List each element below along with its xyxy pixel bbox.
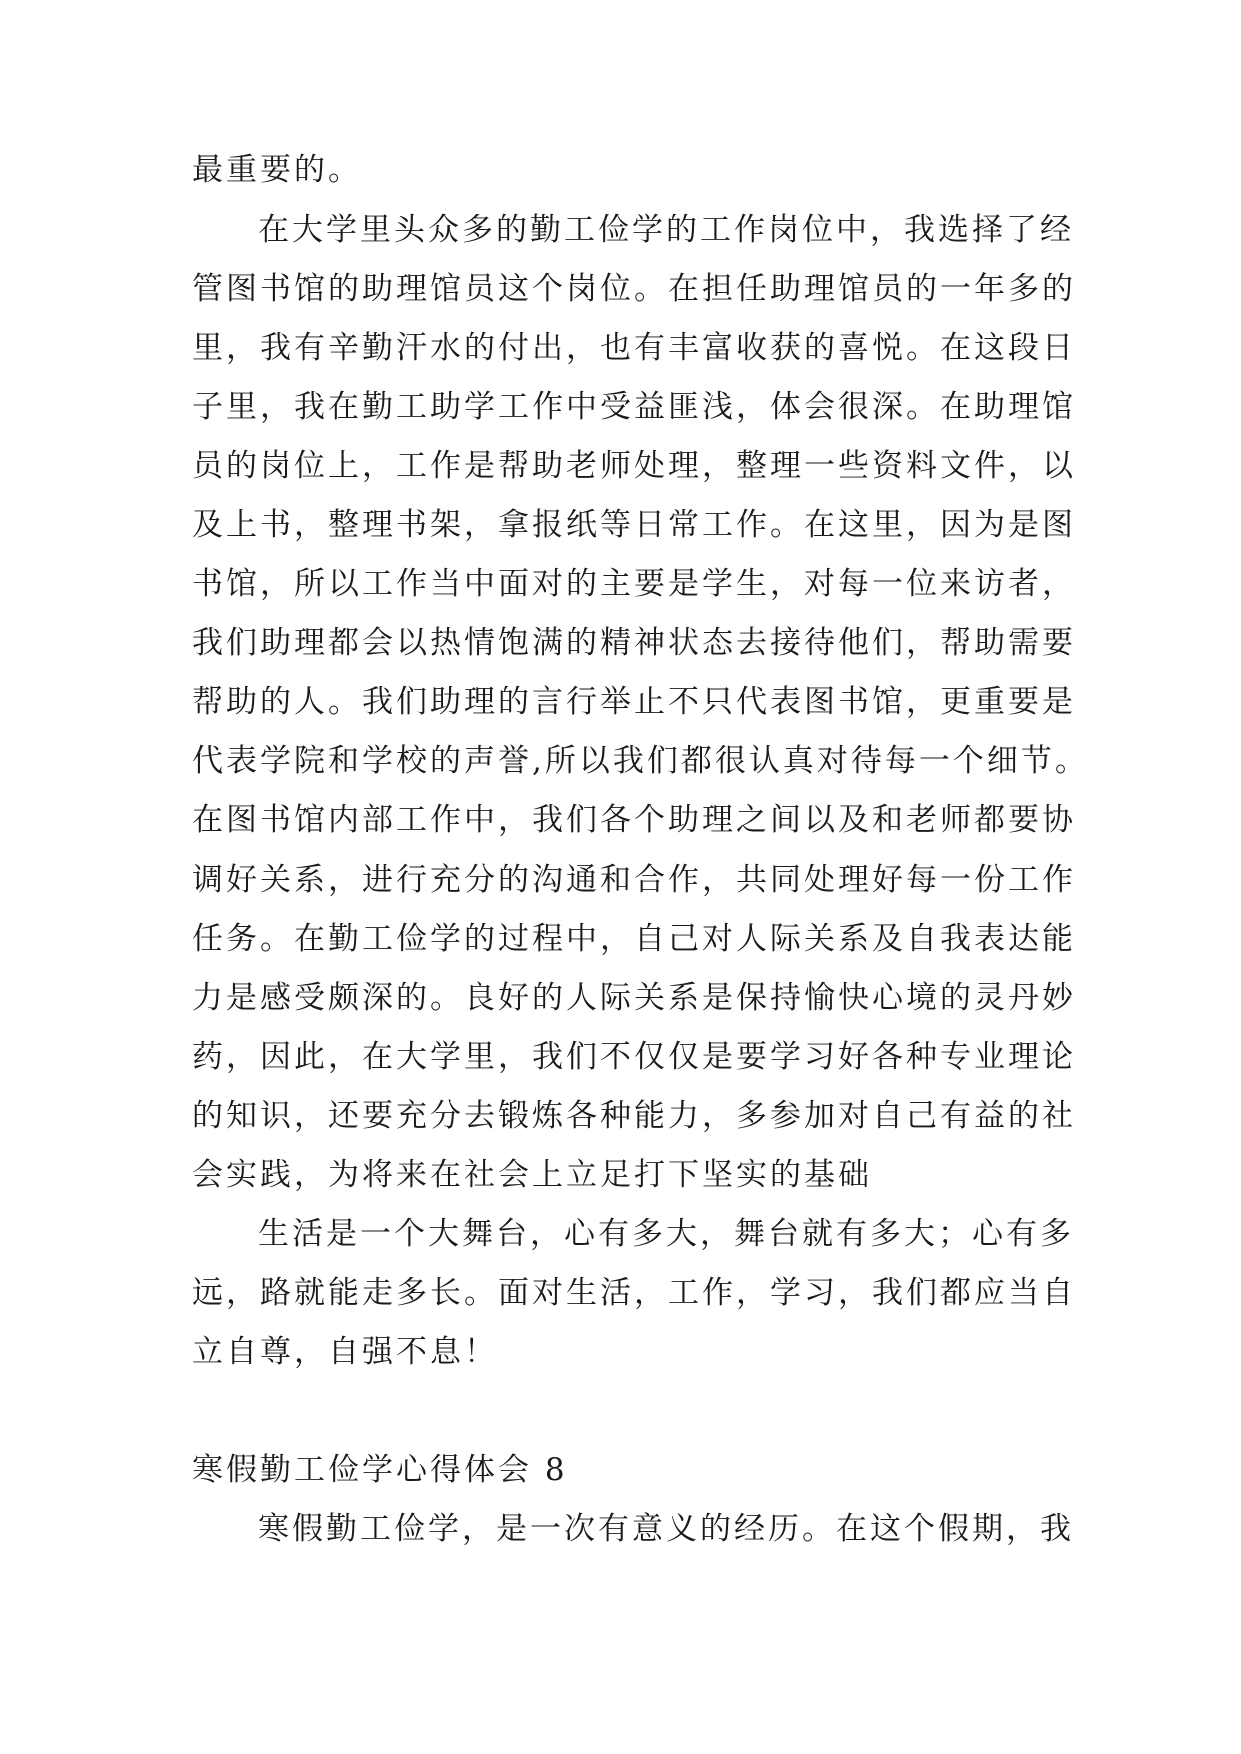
paragraph-line: 最重要的。 — [192, 152, 362, 188]
paragraph-line: 帮助的人。我们助理的言行举止不只代表图书馆，更重要是 — [192, 684, 1076, 720]
paragraph-line: 管图书馆的助理馆员这个岗位。在担任助理馆员的一年多的 — [192, 271, 1076, 307]
paragraph-line: 生活是一个大舞台，心有多大，舞台就有多大；心有多 — [258, 1216, 1074, 1252]
paragraph-line: 远，路就能走多长。面对生活，工作，学习，我们都应当自 — [192, 1275, 1076, 1311]
paragraph-line: 子里，我在勤工助学工作中受益匪浅，体会很深。在助理馆 — [192, 389, 1076, 425]
paragraph-line: 会实践，为将来在社会上立足打下坚实的基础 — [192, 1157, 872, 1193]
paragraph-line: 寒假勤工俭学，是一次有意义的经历。在这个假期，我 — [258, 1511, 1074, 1547]
paragraph-line: 在图书馆内部工作中，我们各个助理之间以及和老师都要协 — [192, 802, 1076, 838]
paragraph-line: 力是感受颇深的。良好的人际关系是保持愉快心境的灵丹妙 — [192, 980, 1076, 1016]
paragraph-line: 书馆，所以工作当中面对的主要是学生，对每一位来访者， — [192, 566, 1076, 602]
paragraph-line: 里，我有辛勤汗水的付出，也有丰富收获的喜悦。在这段日 — [192, 330, 1076, 366]
paragraph-line: 在大学里头众多的勤工俭学的工作岗位中，我选择了经 — [258, 212, 1074, 248]
paragraph-line: 任务。在勤工俭学的过程中，自己对人际关系及自我表达能 — [192, 921, 1076, 957]
paragraph-line: 药，因此，在大学里，我们不仅仅是要学习好各种专业理论 — [192, 1039, 1076, 1075]
paragraph-line: 我们助理都会以热情饱满的精神状态去接待他们，帮助需要 — [192, 625, 1076, 661]
paragraph-line: 代表学院和学校的声誉,所以我们都很认真对待每一个细节。 — [192, 743, 1089, 779]
paragraph-line: 及上书，整理书架，拿报纸等日常工作。在这里，因为是图 — [192, 507, 1076, 543]
section-heading: 寒假勤工俭学心得体会 8 — [192, 1452, 568, 1488]
paragraph-line: 员的岗位上，工作是帮助老师处理，整理一些资料文件，以 — [192, 448, 1076, 484]
paragraph-line: 调好关系，进行充分的沟通和合作，共同处理好每一份工作 — [192, 862, 1076, 898]
paragraph-line: 立自尊，自强不息！ — [192, 1334, 498, 1370]
paragraph-line: 的知识，还要充分去锻炼各种能力，多参加对自己有益的社 — [192, 1098, 1076, 1134]
